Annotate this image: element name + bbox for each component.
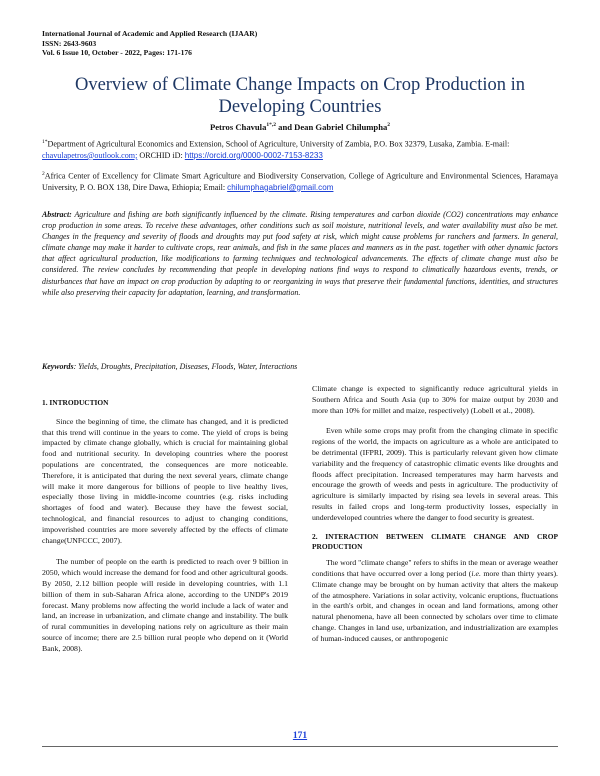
keywords-label: Keywords — [42, 362, 74, 371]
orcid-link[interactable]: https://orcid.org/0000-0002-7153-8233 — [184, 150, 323, 160]
affiliation-1 — [42, 137, 558, 161]
left-column — [42, 398, 288, 655]
author-2-sup: 2 — [387, 122, 391, 129]
author-line — [40, 122, 560, 132]
abstract-label: Abstract: — [42, 210, 72, 219]
journal-header — [42, 29, 257, 58]
intro-paragraph-2: The number of people on the earth is predicted to reach over 9 billion in 2050, which would increase the demand for food and other agricultural goods. By 2050, 2.12 billion people will reside in developing countries, with 1.1 billion of them in sub-Saharan Africa alone, according to the UNDP's 2019 forecast. Many problems now affecting the world include a lack of water and land, an increase in urbanization, and climate change and instability. The bulk of rural communities in developing nations rely on agriculture as their main source of income; there are 2.5 billion rural people who depend on it (World Bank, 2008). — [42, 557, 288, 653]
intro-paragraph-1: Since the beginning of time, the climate has changed, and it is predicted that this trend will continue in the years to come. The yield of crops is being impacted by climate change globally, which is crucial for maintaining global food and nutritional security. In developing countries where the poorest populations are concentrated, the consequences are more noticeable. Therefore, it is anticipated that during the next several years, climate change will make it more dangerous for billions of people to live healthy lives, especially those living in middle-income countries (e.g. risks including shortages of food and water). Because they have the fewest social, technological, and financial resources to adjust to changing conditions, impoverished countries are more severely affected by the effects of climate change(UNFCCC, 2007). — [42, 416, 288, 545]
right-paragraph-1: Climate change is expected to significantly reduce agricultural yields in Southern Africa and South Asia (up to 30% for maize output by 2030 and more than 10% for millet and maize, respectively) (Lobell et al., 2008). — [312, 384, 558, 415]
author-1-sup: 1*,2 — [266, 122, 276, 129]
journal-issn: ISSN: 2643-9603 — [42, 38, 97, 48]
keywords-text: : Yields, Droughts, Precipitation, Diseases, Floods, Water, Interactions — [73, 362, 298, 371]
right-column — [312, 384, 558, 645]
affiliation-2 — [42, 169, 558, 193]
affiliation-2-sup: 2 — [42, 171, 45, 177]
journal-name: International Journal of Academic and Applied Research (IJAAR) — [42, 29, 258, 38]
keywords — [42, 362, 558, 371]
journal-volume: Vol. 6 Issue 10, October - 2022, Pages: 171-176 — [42, 48, 192, 57]
paper-title: Overview of Climate Change Impacts on Crop Production in Developing Countries — [74, 75, 526, 117]
author-1: Petros Chavula — [209, 122, 267, 132]
author-separator: and — [276, 122, 295, 132]
email-link-1[interactable]: chavulapetros@outlook.com; — [42, 150, 138, 160]
p3-ie: i.e. — [471, 568, 481, 578]
abstract-text: Agriculture and fishing are both significantly influenced by the climate. Rising temperatures and carbon dioxide (CO2) concentrations may enhance crop production in some areas. To receive these advantages, other conditions such as soil moisture, nutritional levels, and water availability must also be met. Changes in the frequency and severity of floods and droughts may put food safety at risk, which might cause problems for ranchers and farmers. In general, climate change may make it harder to cultivate crops, rear animals, and fish in the same places and manners as in the past. together with other dynamic factors that affect agricultural production, like modifications to farming techniques and technological advancements. The effects of climate change must also be considered. The review concludes by recommending that people in developing nations find ways to respond to climatically hazardous events, trends, or disturbances that have an impact on crop production by adapting to or reorganizing in ways that preserve their fundamental functions, identities, and structures while also preserving their capacity for adaptation, learning, and transformation. — [42, 210, 558, 297]
section-heading-interaction: 2. INTERACTION BETWEEN CLIMATE CHANGE AND CROP PRODUCTION — [312, 531, 558, 552]
abstract — [42, 209, 558, 298]
section-heading-introduction: 1. INTRODUCTION — [42, 398, 109, 407]
p3-rest: more than thirty years). Climate change may be brought on by human activity that alters the makeup of the atmosphere. Variations in solar activity, volcanic eruptions, fluctuations in the earth's orbit, and changes in ocean and land formations, among other natural phenomena, have all been connected by scholars over time to climate change. Changes in land use, urbanization, and industrialization are examples of human-induced causes, or anthropogenic — [312, 568, 558, 643]
affiliation-1-text: Department of Agricultural Economics and Extension, School of Agriculture, University of Zambia, P.O. Box 32379, Lusaka, Zambia. E-mail: — [47, 139, 510, 149]
author-2: Dean Gabriel Chilumpha — [294, 122, 388, 132]
right-paragraph-3 — [312, 558, 558, 644]
right-paragraph-2: Even while some crops may profit from the changing climate in specific regions of the world, the impacts on agriculture as a whole are anticipated to be detrimental (IFPRI, 2009). This is particularly relevant given how climate variability and the frequency of catastrophic climatic events like droughts and floods affect precipitation. Increased temperatures may harm harvests and encourage the growth of weeds and pests in agriculture. The productivity of agriculture is similarly impacted by rising sea levels in several areas. This results in failed crops and long-term productivity losses, especially in underdeveloped countries where the danger to food security is greatest. — [312, 426, 558, 522]
page-number: 171 — [292, 731, 308, 741]
email-link-2[interactable]: chilumphagabriel@gmail.com — [227, 182, 334, 192]
footer-divider — [42, 746, 558, 747]
orcid-label: ORCHID iD: — [137, 150, 185, 160]
affiliation-2-text: Africa Center of Excellency for Climate Smart Agriculture and Biodiversity Conservation, College of Agriculture and Environmental Sciences, Haramaya University, P. O. BOX 138, Dire Dawa, Ethiopia; Email: — [42, 171, 558, 192]
affiliation-1-sup: 1* — [42, 139, 48, 145]
p3-start: The word "climate change" refers to shifts in the mean or average weather conditions that have occurred over a long period ( — [312, 558, 558, 578]
